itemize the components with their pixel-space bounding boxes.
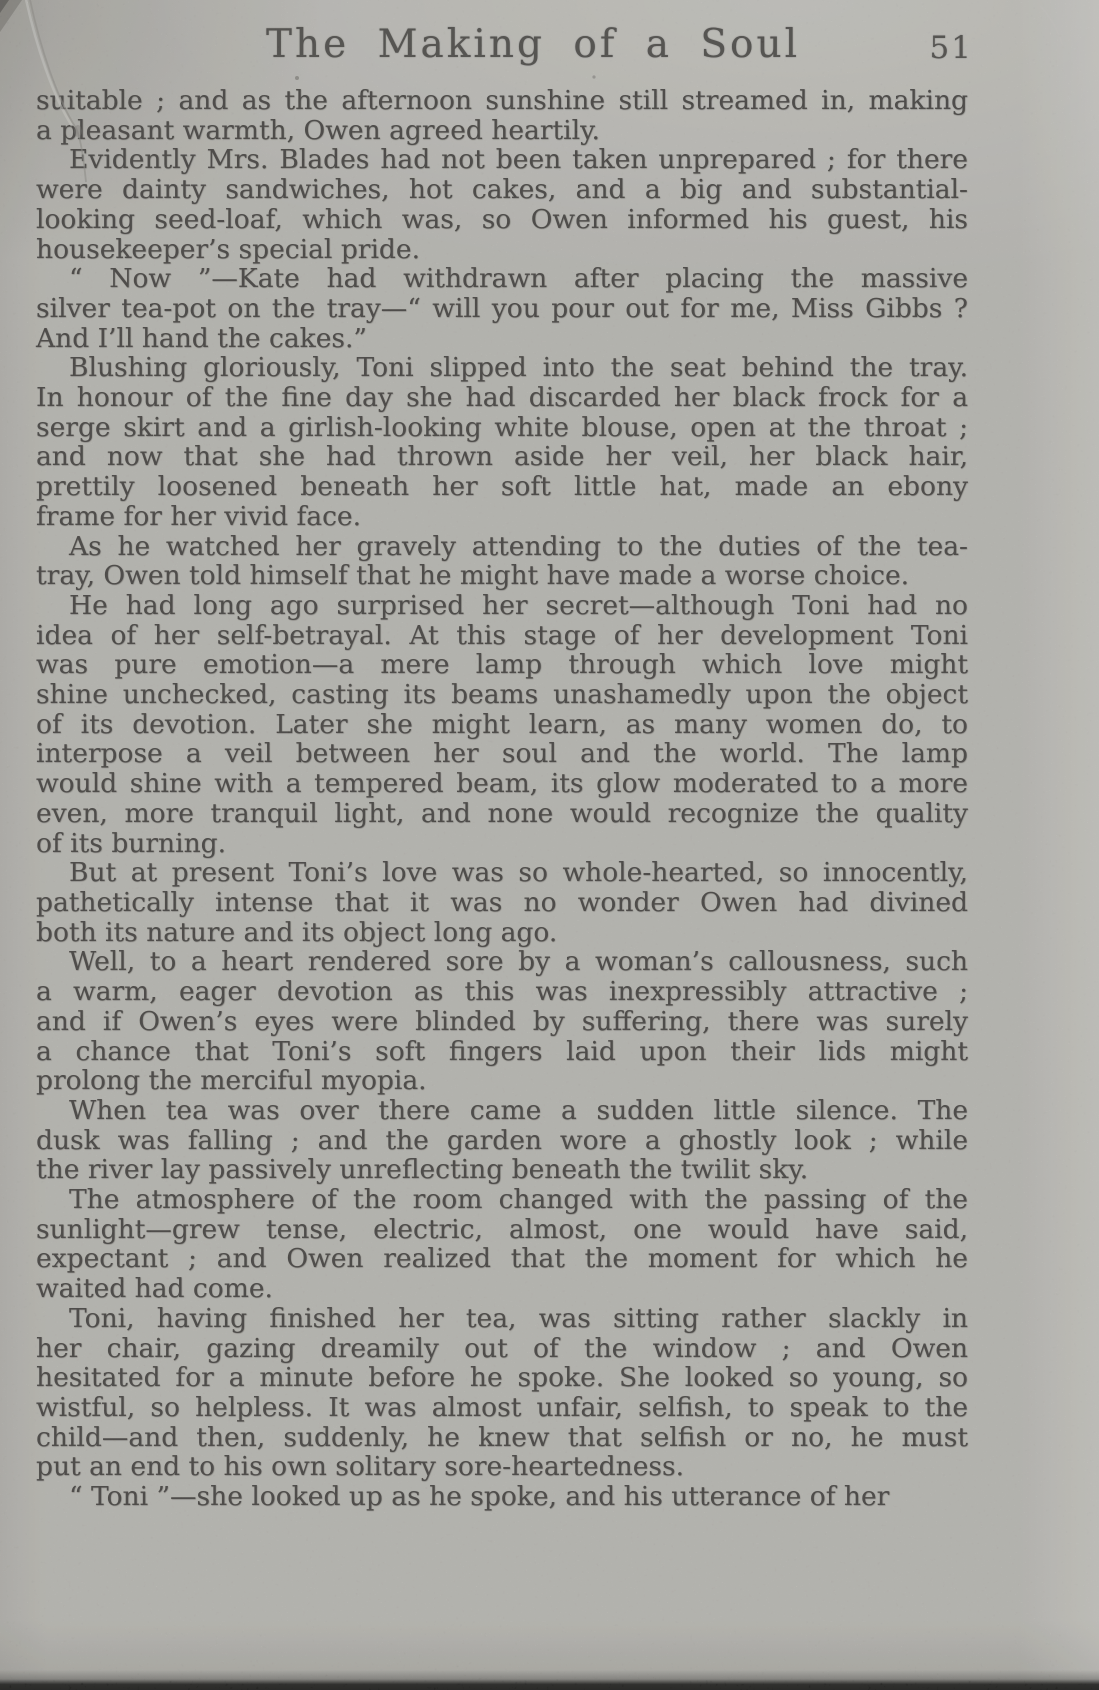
text-line: looking seed-loaf, which was, so Owen informed his guest, his [36, 203, 968, 235]
text-line: expectant ; and Owen realized that the moment for which he [36, 1243, 968, 1275]
ink-speck [592, 75, 595, 78]
text-line: waited had come. [36, 1273, 273, 1305]
text-line: of its devotion. Later she might learn, as many women do, to [36, 708, 968, 740]
running-header-title: The Making of a Soul [266, 22, 801, 67]
text-line: her chair, gazing dreamily out of the window ; and Owen [36, 1332, 968, 1364]
text-line: child—and then, suddenly, he knew that selfish or no, he must [36, 1421, 968, 1453]
text-line: He had long ago surprised her secret—although Toni had no [69, 589, 968, 621]
paragraph [36, 1185, 968, 1304]
text-line: Evidently Mrs. Blades had not been taken unprepared ; for there [69, 144, 968, 176]
text-line: prettily loosened beneath her soft little hat, made an ebony [36, 471, 968, 503]
text-line: “ Now ”—Kate had withdrawn after placing the massive [69, 263, 968, 295]
text-line: hesitated for a minute before he spoke. She looked so young, so [36, 1362, 968, 1394]
ink-speck [295, 76, 299, 80]
text-line: As he watched her gravely attending to the duties of the tea- [69, 530, 968, 562]
text-line: prolong the merciful myopia. [36, 1065, 427, 1097]
text-line: the river lay passively unreflecting beneath the twilit sky. [36, 1154, 809, 1186]
paragraph [36, 145, 968, 264]
text-line: a chance that Toni’s soft fingers laid upon their lids might [36, 1035, 968, 1067]
text-line: housekeeper’s special pride. [36, 233, 420, 265]
text-line: idea of her self-betrayal. At this stage of her development Toni [36, 619, 968, 651]
text-line: wistful, so helpless. It was almost unfair, selfish, to speak to the [36, 1391, 968, 1423]
paragraph [36, 947, 968, 1096]
paragraph [36, 532, 968, 591]
paragraph [36, 1304, 968, 1482]
text-line: suitable ; and as the afternoon sunshine still streamed in, making [36, 85, 968, 116]
text-line: and if Owen’s eyes were blinded by suffering, there was surely [36, 1005, 968, 1037]
paragraph [36, 353, 968, 531]
text-line: sunlight—grew tense, electric, almost, one would have said, [36, 1213, 968, 1245]
text-line: “ Toni ”—she looked up as he spoke, and his utterance of her [69, 1481, 890, 1513]
text-line: tray, Owen told himself that he might have made a worse choice. [36, 560, 910, 592]
text-line: But at present Toni’s love was so whole-hearted, so innocently, [69, 857, 968, 889]
page-header [0, 22, 1099, 72]
text-line: frame for her vivid face. [36, 500, 362, 532]
text-line: a pleasant warmth, Owen agreed heartily. [36, 114, 600, 146]
text-line: When tea was over there came a sudden little silence. The [69, 1094, 968, 1126]
paragraph [36, 591, 968, 858]
text-line: Toni, having finished her tea, was sitting rather slackly in [69, 1302, 968, 1334]
page-body [36, 86, 968, 1512]
text-line: In honour of the fine day she had discarded her black frock for a [36, 382, 968, 414]
page-number: 51 [929, 30, 973, 66]
text-line: and now that she had thrown aside her veil, her black hair, [36, 441, 968, 473]
text-line: shine unchecked, casting its beams unashamedly upon the object [36, 679, 968, 711]
text-line: would shine with a tempered beam, its glow moderated to a more [36, 768, 968, 800]
text-line: silver tea-pot on the tray—“ will you pour out for me, Miss Gibbs ? [36, 292, 968, 324]
text-line: put an end to his own solitary sore-heartedness. [36, 1451, 685, 1483]
paragraph [36, 1482, 968, 1512]
scan-edge-shadow [0, 1670, 1099, 1690]
text-line: pathetically intense that it was no wonder Owen had divined [36, 886, 968, 918]
paragraph [36, 264, 968, 353]
paragraph [36, 858, 968, 947]
text-line: of its burning. [36, 827, 227, 859]
text-line: a warm, eager devotion as this was inexpressibly attractive ; [36, 976, 968, 1008]
corner-shadow-dark [0, 0, 9, 13]
text-line: Blushing gloriously, Toni slipped into the seat behind the tray. [69, 352, 968, 384]
text-line: interpose a veil between her soul and the world. The lamp [36, 738, 968, 770]
text-line: were dainty sandwiches, hot cakes, and a big and substantial- [36, 174, 968, 206]
text-line: was pure emotion—a mere lamp through which love might [36, 649, 968, 681]
text-line: even, more tranquil light, and none would recognize the quality [36, 797, 968, 829]
text-line: serge skirt and a girlish-looking white blouse, open at the throat ; [36, 411, 968, 443]
text-line: both its nature and its object long ago. [36, 916, 558, 948]
paragraph [36, 1096, 968, 1185]
text-line: And I’ll hand the cakes.” [36, 322, 367, 354]
text-line: Well, to a heart rendered sore by a woman’s callousness, such [69, 946, 968, 978]
text-line: The atmosphere of the room changed with the passing of the [69, 1184, 968, 1216]
text-line: dusk was falling ; and the garden wore a ghostly look ; while [36, 1124, 968, 1156]
paragraph [36, 86, 968, 145]
